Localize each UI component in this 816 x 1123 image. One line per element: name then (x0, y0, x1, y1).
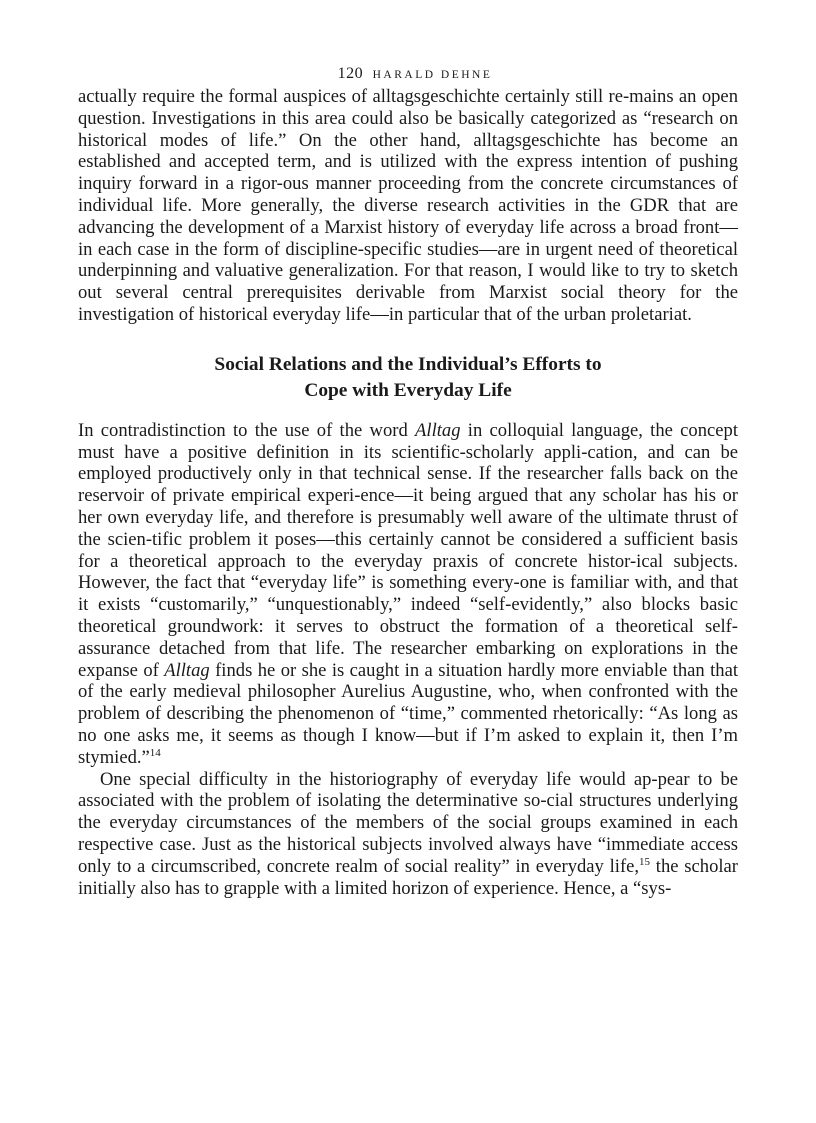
section-heading-line-1: Social Relations and the Individual’s Efforts to (214, 353, 602, 375)
page-number: 120 (337, 65, 364, 82)
running-head (92, 62, 738, 86)
footnote-ref-15: 15 (639, 855, 651, 868)
text-run: in colloquial language, the concept must have a positive definition in its scientific-scholarly appli-cation, and can be employed productively only in that technical sense. If the researcher falls back on the reservoir of private empirical experi-ence—it being argued that any scholar has his or her own everyday life, and therefore is presumably well aware of the ultimate thrust of the scien-tific problem it poses—this certainly cannot be considered a sufficient basis for a theoretical approach to the everyday praxis of concrete histor-ical subjects. However, the fact that “everyday life” is something every-one is familiar with, and that it exists “customarily,” “unquestionably,” indeed “self-evidently,” also blocks basic theoretical groundwork: it serves to obstruct the formation of a theoretical self-assurance detached from that life. The researcher embarking on explorations in the expanse of (78, 419, 738, 681)
paragraph-alltag-definition (78, 420, 738, 769)
paragraph-continuation: actually require the formal auspices of alltagsgeschichte certainly still re-mains an open question. Investigations in this area could also be basically categorized as “research on historical modes of life.” On the other hand, alltagsgeschichte has become an established and accepted term, and is utilized with the express intention of pushing inquiry forward in a rigor-ous manner proceeding from the concrete circumstances of individual life. More generally, the diverse research activities in the GDR that are advancing the development of a Marxist history of everyday life across a broad front—in each case in the form of discipline-specific studies—are in urgent need of theoretical underpinning and valuative generalization. For that reason, I would like to try to sketch out several central prerequisites derivable from Marxist social theory for the investigation of historical everyday life—in particular that of the urban proletariat. (78, 86, 738, 325)
section-heading (78, 352, 738, 404)
italic-term: Alltag (415, 419, 461, 441)
text-run: the scholar initially also has to grapple with a limited horizon of experience. Hence, a “sys- (78, 855, 738, 899)
body-text (78, 86, 738, 899)
section-heading-line-2: Cope with Everyday Life (304, 379, 512, 401)
text-run: finds he or she is caught in a situation hardly more enviable than that of the early medieval philosopher Aurelius Augustine, who, when confronted with the problem of describing the phenomenon of “time,” commented rhetorically: “As long as no one asks me, it seems as though I know—but if I’m asked to explain it, then I’m stymied.” (78, 659, 738, 768)
running-head-author: HARALD DEHNE (372, 69, 493, 81)
text-run: One special difficulty in the historiography of everyday life would ap-pear to be associated with the problem of isolating the determinative so-cial structures underlying the everyday circumstances of the members of the social groups examined in each respective case. Just as the historical subjects involved always have “immediate access only to a circumscribed, concrete realm of social reality” in everyday life, (78, 768, 738, 877)
footnote-ref-14: 14 (149, 746, 161, 759)
text-run: In contradistinction to the use of the word (78, 419, 416, 441)
paragraph-historiography-difficulty (78, 769, 738, 900)
book-page (78, 62, 738, 899)
italic-term: Alltag (164, 659, 210, 681)
